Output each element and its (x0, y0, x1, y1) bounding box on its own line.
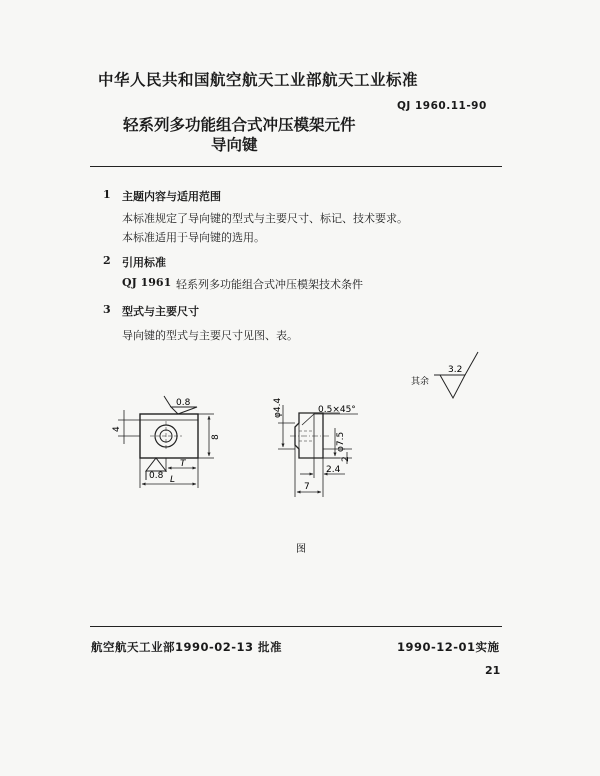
section-1-title: 主题内容与适用范围 (122, 190, 221, 203)
standard-code: QJ 1960.11-90 (397, 100, 487, 112)
section-2-title: 引用标准 (122, 256, 166, 269)
roughness-label: 其余 (410, 377, 429, 387)
key-side-view (290, 413, 330, 458)
document-title: 轻系列多功能组合式冲压模架元件 (123, 115, 356, 134)
dim-small: 2 (341, 456, 351, 462)
document-subtitle: 导向键 (211, 135, 258, 154)
page-number: 21 (485, 664, 501, 677)
section-1-number: 1 (103, 188, 111, 201)
roughness-bottom-value: 0.8 (149, 471, 164, 481)
dim-dia-inner: φ7.5 (336, 431, 346, 452)
dim-left: 4 (112, 426, 122, 432)
section-3-title: 型式与主要尺寸 (122, 305, 199, 318)
dim-right: 8 (211, 434, 221, 440)
dim-chamfer: 0.5×45° (318, 405, 356, 415)
reference-code: QJ 1961 (122, 276, 172, 289)
section-3-number: 3 (103, 303, 111, 316)
footer-divider (90, 626, 502, 627)
issuing-organization: 中华人民共和国航空航天工业部航天工业标准 (98, 70, 419, 89)
approval-date: 航空航天工业部1990-02-13 批准 (91, 640, 283, 654)
section-1-paragraph: 本标准适用于导向键的选用。 (122, 231, 265, 244)
roughness-top-value: 0.8 (176, 398, 191, 408)
dim-step: 2.4 (326, 465, 341, 475)
key-front-view (140, 414, 198, 458)
dim-dia-outer: φ4.4 (273, 397, 283, 418)
dim-L: L (170, 475, 176, 485)
section-2-number: 2 (103, 254, 111, 267)
roughness-symbol (434, 352, 478, 398)
reference-title: 轻系列多功能组合式冲压模架技术条件 (176, 278, 363, 291)
dim-length: 7 (304, 482, 310, 492)
roughness-value: 3.2 (448, 365, 463, 375)
section-3-paragraph: 导向键的型式与主要尺寸见图、表。 (122, 329, 298, 342)
dim-T: T (180, 459, 186, 469)
section-1-paragraph: 本标准规定了导向键的型式与主要尺寸、标记、技术要求。 (122, 212, 408, 225)
effective-date: 1990-12-01实施 (397, 640, 500, 654)
figure-caption: 图 (296, 544, 306, 555)
